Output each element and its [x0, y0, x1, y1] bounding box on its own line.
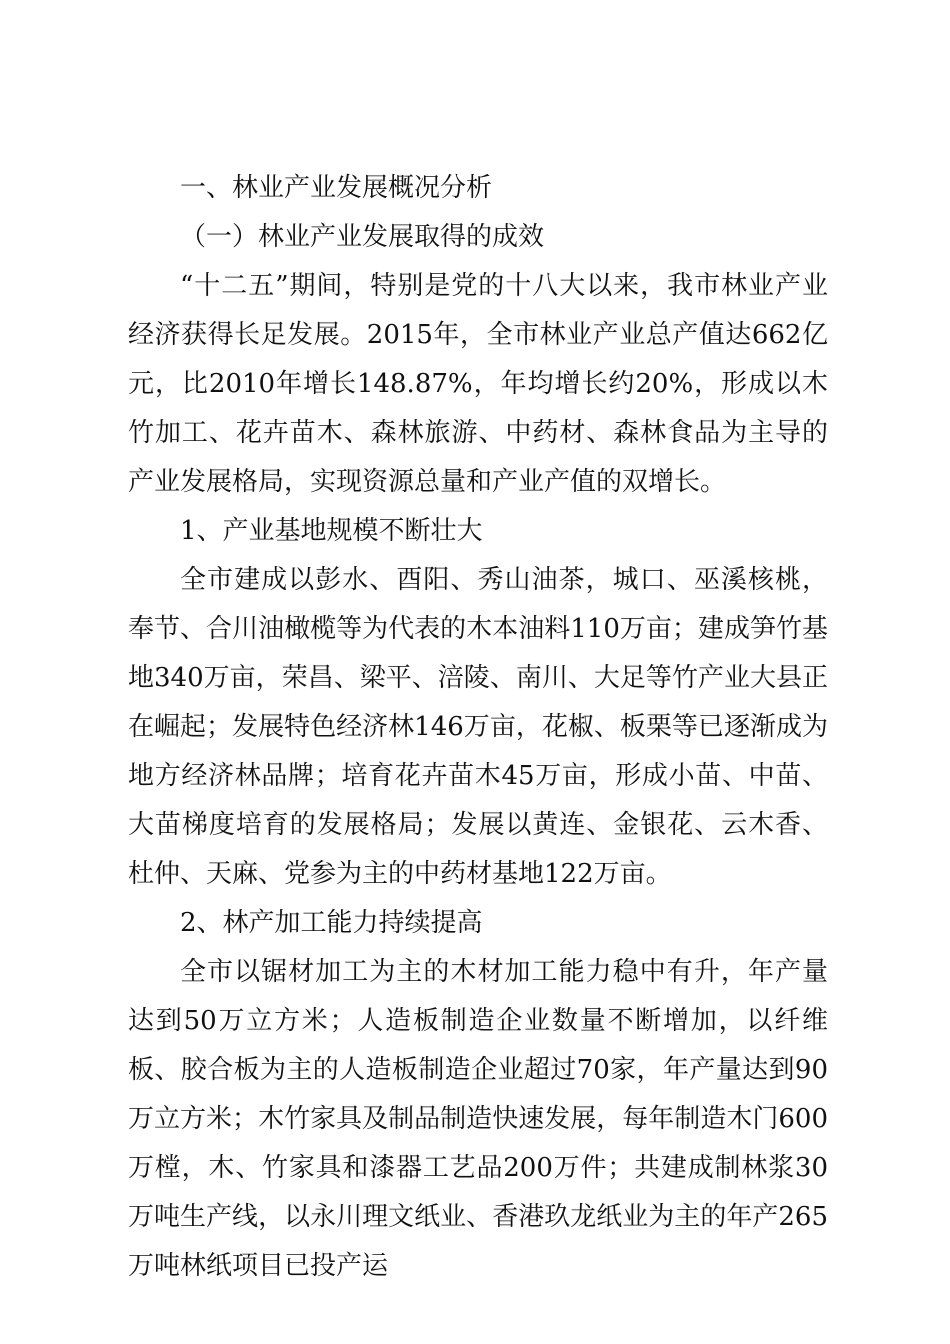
heading-level-2: （一）林业产业发展取得的成效	[180, 222, 545, 252]
heading-level-1: 一、林业产业发展概况分析	[180, 173, 493, 203]
section-1-paragraph: 全市建成以彭水、酉阳、秀山油茶，城口、巫溪核桃，奉节、合川油橄榄等为代表的木本油料110万亩；建成笋竹基地340万亩，荣昌、梁平、涪陵、南川、大足等竹产业大县正在崛起；发展特色经济林146万亩，花椒、板栗等已逐渐成为地方经济林品牌；培育花卉苗木45万亩，形成小苗、中苗、大苗梯度培育的发展格局；发展以黄连、金银花、云木香、杜仲、天麻、党参为主的中药材基地122万亩。	[128, 565, 828, 889]
section-2-title: 2、林产加工能力持续提高	[180, 908, 483, 938]
document-body	[128, 164, 828, 1291]
section-1-title: 1、产业基地规模不断壮大	[180, 516, 483, 546]
intro-paragraph: “十二五”期间，特别是党的十八大以来，我市林业产业经济获得长足发展。2015年，全市林业产业总产值达662亿元，比2010年增长148.87%，年均增长约20%，形成以木竹加工、花卉苗木、森林旅游、中药材、森林食品为主导的产业发展格局，实现资源总量和产业产值的双增长。	[128, 271, 828, 497]
section-2-paragraph: 全市以锯材加工为主的木材加工能力稳中有升，年产量达到50万立方米；人造板制造企业数量不断增加，以纤维板、胶合板为主的人造板制造企业超过70家，年产量达到90万立方米；木竹家具及制品制造快速发展，每年制造木门600万樘，木、竹家具和漆器工艺品200万件；共建成制林浆30万吨生产线，以永川理文纸业、香港玖龙纸业为主的年产265万吨林纸项目已投产运	[128, 957, 828, 1281]
